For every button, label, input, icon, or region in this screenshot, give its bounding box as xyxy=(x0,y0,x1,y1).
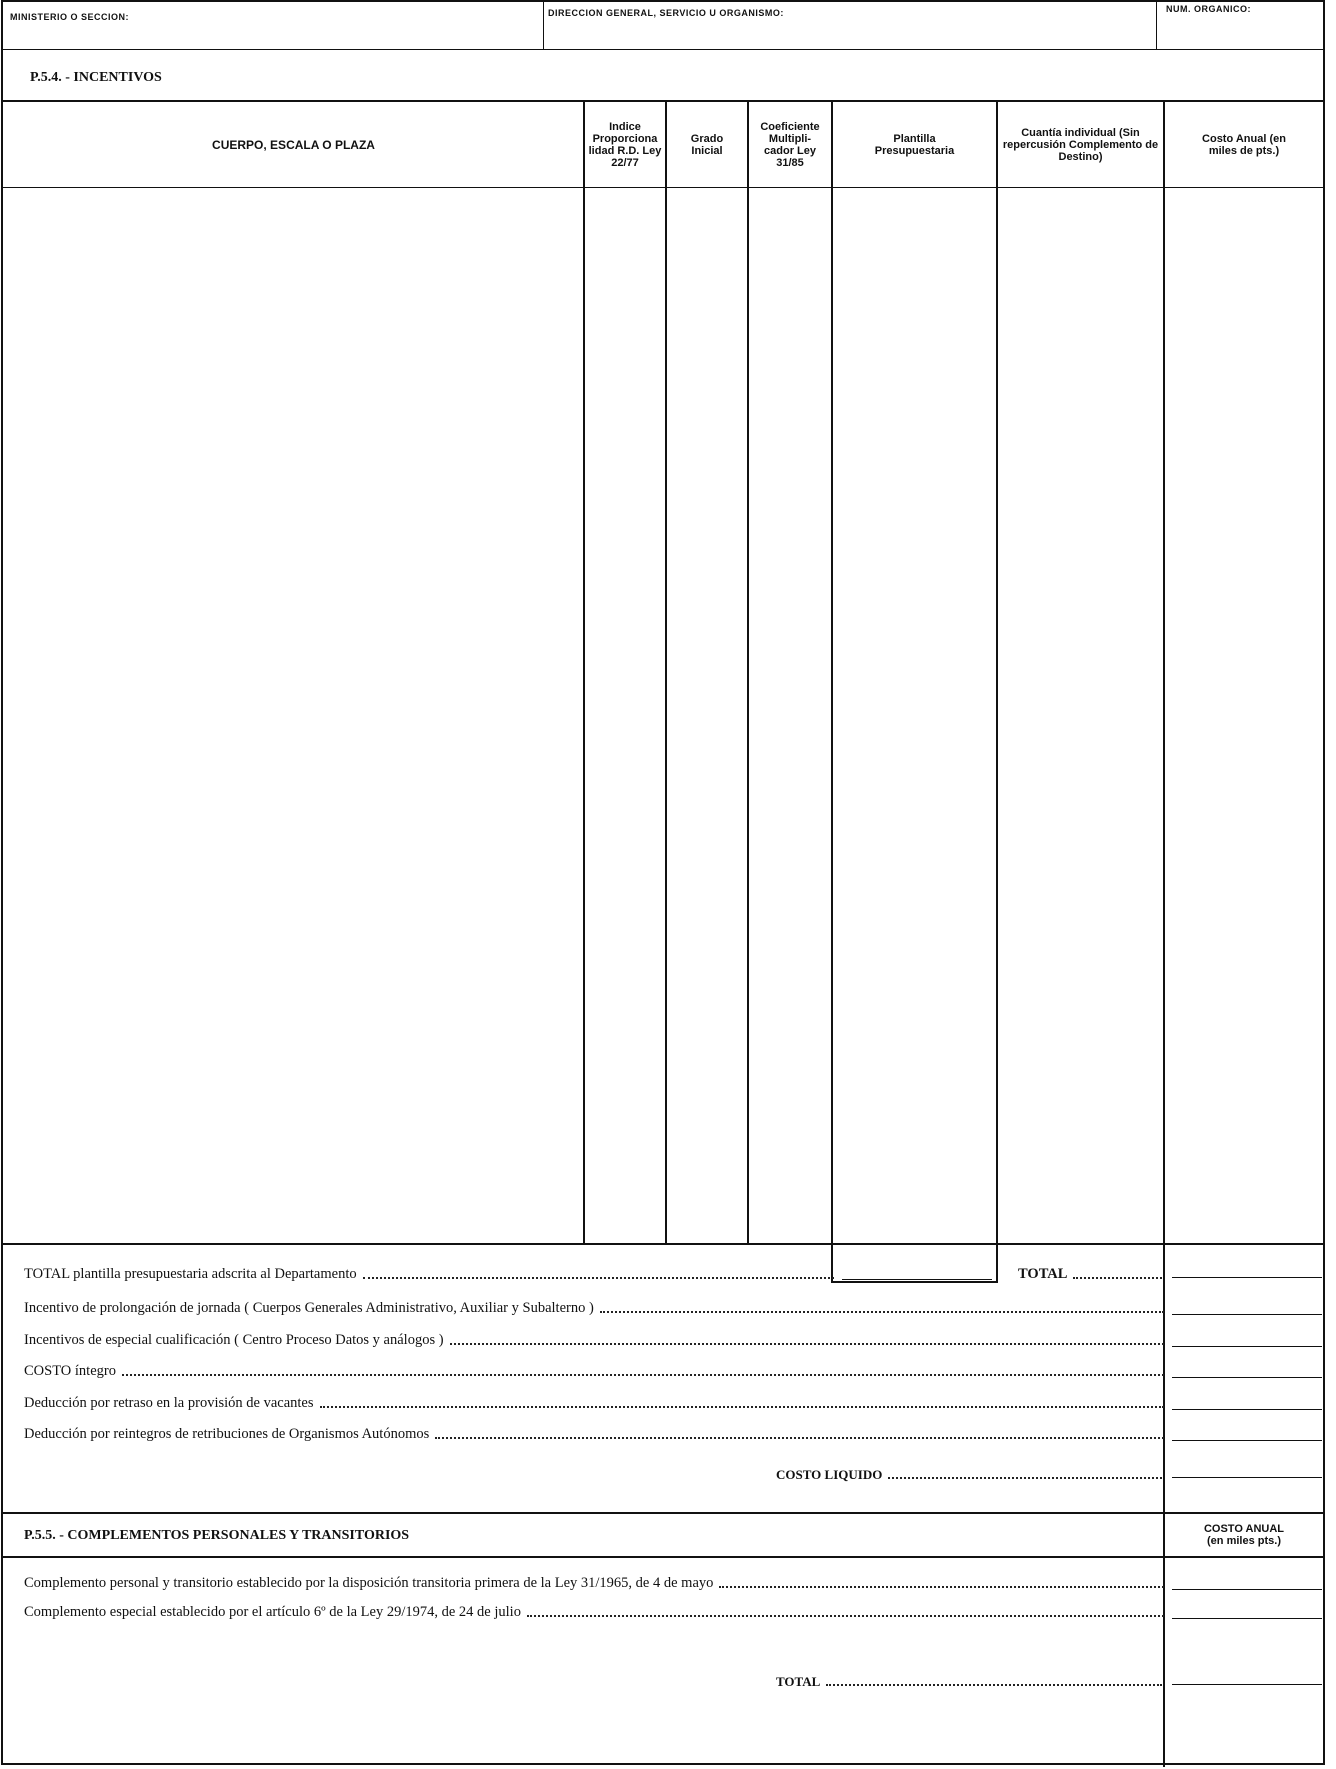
col-grado-header: Grado Inicial xyxy=(690,133,724,157)
plantilla-total-box-bottom xyxy=(831,1281,998,1283)
col-coeficiente-header: Coeficiente Multipli- cador Ley 31/85 xyxy=(760,121,820,169)
col-sep-1 xyxy=(583,100,585,1245)
row-costo-liquido xyxy=(776,1463,1162,1483)
header-divider-2 xyxy=(1156,0,1157,50)
row-total-plantilla xyxy=(24,1263,834,1283)
especial-label: Incentivos de especial cualificación ( Centro Proceso Datos y análogos ) xyxy=(24,1332,444,1348)
total-plantilla-answer-line[interactable] xyxy=(842,1279,992,1280)
costo-liquido-label: COSTO LIQUIDO xyxy=(776,1467,883,1482)
total-plantilla-label: TOTAL plantilla presupuestaria adscrita al Departamento xyxy=(24,1266,357,1282)
leader-dots xyxy=(320,1406,1165,1408)
deduccion-retraso-answer-line[interactable] xyxy=(1172,1409,1322,1410)
row-prolongacion xyxy=(24,1297,1164,1317)
p55-header-bottom-line xyxy=(2,1556,1325,1558)
col-sep-3 xyxy=(747,100,749,1245)
leader-dots xyxy=(826,1684,1162,1686)
ministerio-label: MINISTERIO O SECCION: xyxy=(10,12,130,22)
row-p55-total xyxy=(776,1670,1162,1690)
leader-dots xyxy=(435,1437,1164,1439)
col-cuerpo-header: CUERPO, ESCALA O PLAZA xyxy=(212,138,375,152)
col-sep-2 xyxy=(665,100,667,1245)
table-header-bottom-line xyxy=(2,187,1325,188)
row-costo-integro xyxy=(24,1360,1164,1380)
col-indice-header: Indice Proporciona lidad R.D. Ley 22/77 xyxy=(588,121,662,169)
col-cuantia-header: Cuantía individual (Sin repercusión Complemento de Destino) xyxy=(1002,127,1159,163)
p55-total-answer-line[interactable] xyxy=(1172,1684,1322,1685)
col-plantilla-header: Plantilla Presupuestaria xyxy=(874,133,955,157)
p55-top-line xyxy=(2,1512,1325,1514)
leader-dots xyxy=(527,1615,1164,1617)
leader-dots xyxy=(600,1311,1164,1313)
frame-top xyxy=(2,0,1325,2)
col-sep-4 xyxy=(831,100,833,1282)
p55-total-label: TOTAL xyxy=(776,1674,821,1689)
frame-left xyxy=(1,0,3,1765)
deduccion-retraso-label: Deducción por retraso en la provisión de vacantes xyxy=(24,1395,314,1411)
complemento-personal-answer-line[interactable] xyxy=(1172,1589,1322,1590)
row-complemento-especial xyxy=(24,1601,1164,1621)
row-especial xyxy=(24,1329,1164,1349)
total-label: TOTAL xyxy=(1018,1266,1068,1282)
complemento-especial-answer-line[interactable] xyxy=(1172,1618,1322,1619)
table-top-line xyxy=(2,100,1325,102)
complemento-personal-label: Complemento personal y transitorio establecido por la disposición transitoria primera de la Ley 31/1965, de 4 de mayo xyxy=(24,1575,714,1591)
num-organico-label: NUM. ORGANICO: xyxy=(1166,4,1251,14)
header-bottom-line xyxy=(2,49,1325,50)
header-divider-1 xyxy=(543,0,544,50)
p54-title: P.5.4. - INCENTIVOS xyxy=(30,70,162,85)
row-complemento-personal xyxy=(24,1572,1164,1592)
p55-title: P.5.5. - COMPLEMENTOS PERSONALES Y TRANSITORIOS xyxy=(24,1528,410,1543)
col-costo-header: Costo Anual (en miles de pts.) xyxy=(1202,133,1286,157)
costo-integro-answer-line[interactable] xyxy=(1172,1377,1322,1378)
row-deduccion-retraso xyxy=(24,1392,1164,1412)
row-total-label xyxy=(1018,1263,1162,1283)
complemento-especial-label: Complemento especial establecido por el artículo 6º de la Ley 29/1974, de 24 de julio xyxy=(24,1604,521,1620)
row-deduccion-reintegros xyxy=(24,1423,1164,1443)
prolongacion-label: Incentivo de prolongación de jornada ( Cuerpos Generales Administrativo, Auxiliar y Subalterno ) xyxy=(24,1300,594,1316)
prolongacion-answer-line[interactable] xyxy=(1172,1314,1322,1315)
especial-answer-line[interactable] xyxy=(1172,1346,1322,1347)
total-answer-line[interactable] xyxy=(1172,1277,1322,1278)
p55-costo-header: COSTO ANUAL (en miles pts.) xyxy=(1203,1523,1285,1547)
deduccion-reintegros-answer-line[interactable] xyxy=(1172,1440,1322,1441)
costo-integro-label: COSTO íntegro xyxy=(24,1363,116,1379)
col-sep-5 xyxy=(996,100,998,1282)
costo-liquido-answer-line[interactable] xyxy=(1172,1477,1322,1478)
leader-dots xyxy=(888,1477,1162,1479)
leader-dots xyxy=(122,1374,1164,1376)
table-body-bottom-line xyxy=(2,1243,1325,1245)
leader-dots xyxy=(1073,1277,1162,1279)
frame-bottom xyxy=(1,1763,1325,1765)
leader-dots xyxy=(719,1586,1164,1588)
leader-dots xyxy=(363,1277,834,1279)
frame-right xyxy=(1323,0,1325,1765)
leader-dots xyxy=(450,1343,1164,1345)
deduccion-reintegros-label: Deducción por reintegros de retribuciones de Organismos Autónomos xyxy=(24,1426,430,1442)
direccion-label: DIRECCION GENERAL, SERVICIO U ORGANISMO: xyxy=(548,8,784,18)
